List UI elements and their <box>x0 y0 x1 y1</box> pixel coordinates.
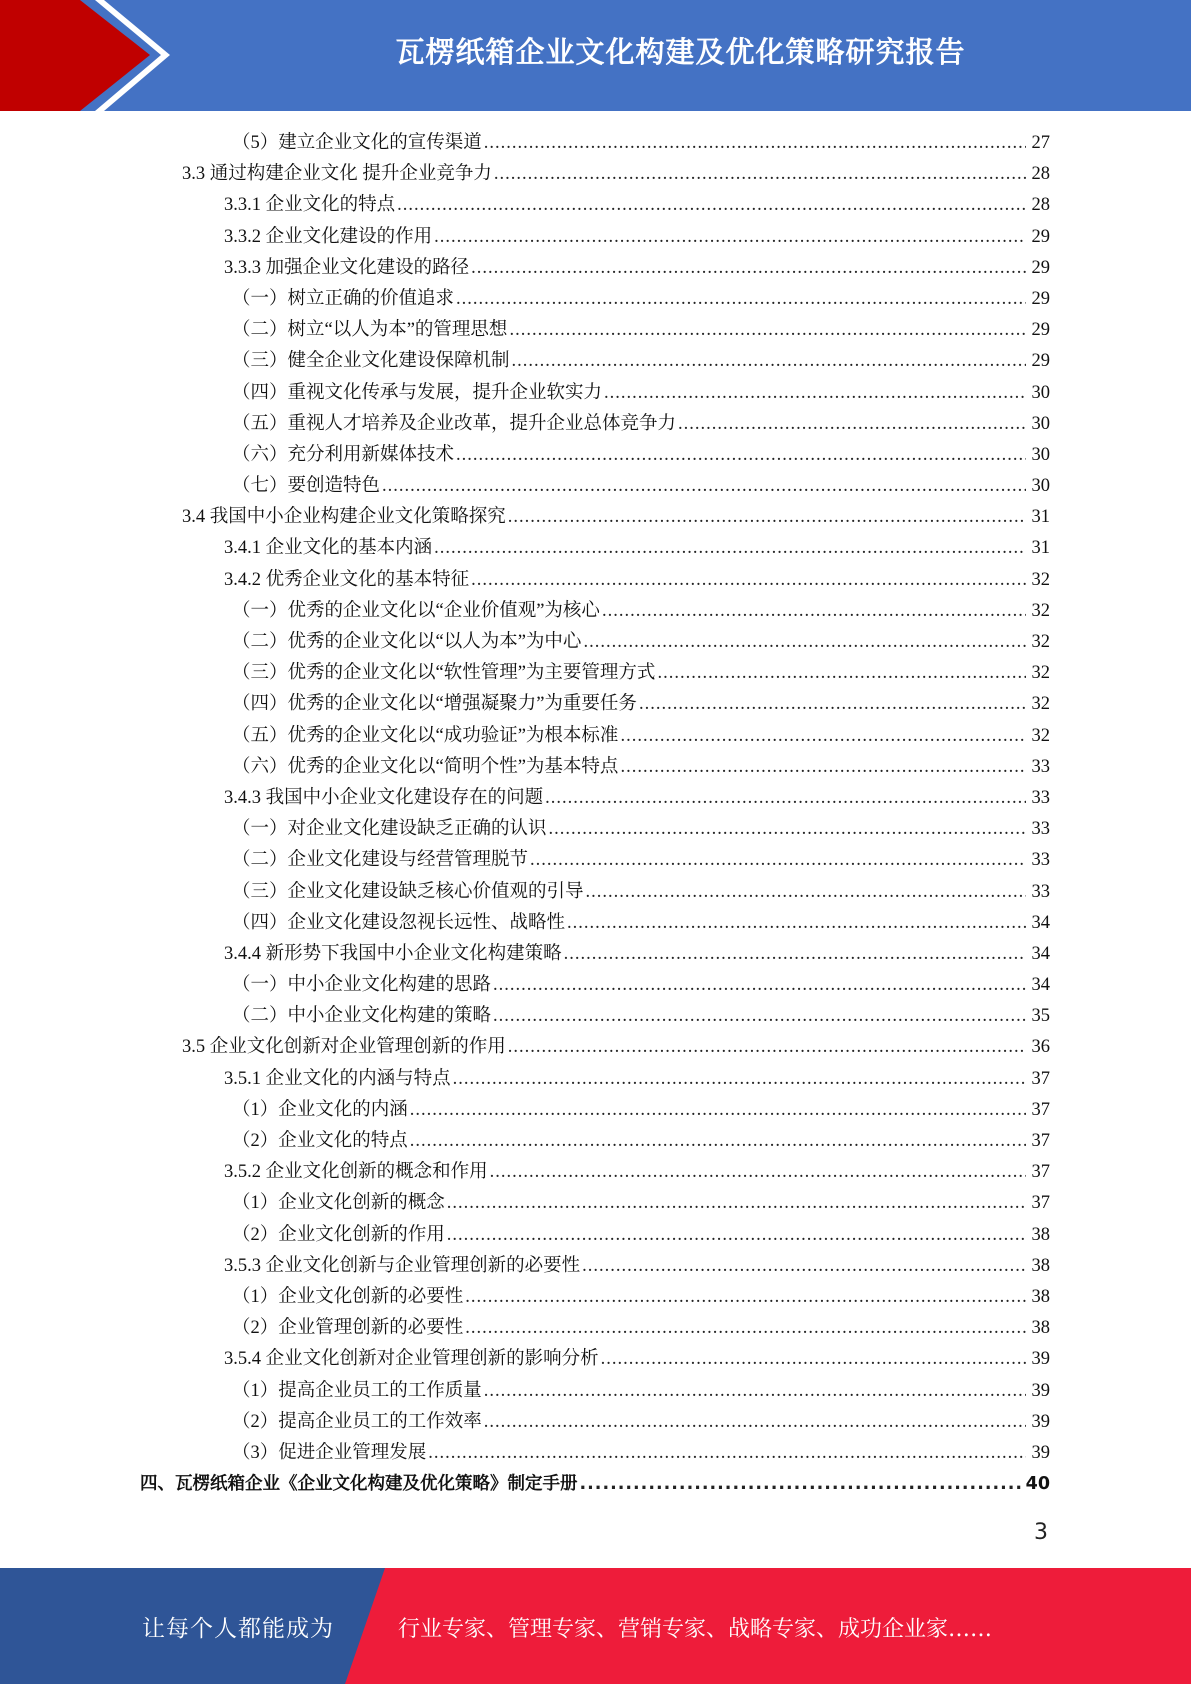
toc-entry-title: （六）优秀的企业文化以“简明个性”为基本特点 <box>232 756 619 777</box>
toc-entry[interactable] <box>140 190 1050 221</box>
toc-dot-leader <box>484 128 1026 159</box>
toc-dot-leader <box>456 440 1026 471</box>
toc-entry[interactable] <box>140 783 1050 814</box>
toc-entry-page: 28 <box>1031 164 1050 185</box>
toc-entry[interactable] <box>140 814 1050 845</box>
toc-entry-title: （一）树立正确的价值追求 <box>232 288 455 309</box>
toc-entry[interactable] <box>140 1376 1050 1407</box>
toc-entry-page: 29 <box>1031 320 1050 341</box>
toc-entry-title: （1）企业文化创新的概念 <box>232 1193 445 1214</box>
toc-dot-leader <box>490 1157 1026 1188</box>
toc-dot-leader <box>508 1032 1026 1063</box>
toc-entry-page: 35 <box>1031 1006 1050 1027</box>
toc-dot-leader <box>494 159 1026 190</box>
toc-entry-title: （2）企业文化的特点 <box>232 1131 408 1151</box>
toc-entry-title: （三）企业文化建设缺乏核心价值观的引导 <box>232 881 584 902</box>
toc-dot-leader <box>453 1064 1026 1095</box>
toc-entry-title: （5）建立企业文化的宣传渠道 <box>232 133 482 153</box>
toc-dot-leader <box>465 1282 1026 1313</box>
toc-entry-title: 3.5.1 企业文化的内涵与特点 <box>224 1068 451 1089</box>
toc-entry-page: 29 <box>1031 257 1050 278</box>
toc-entry[interactable] <box>140 658 1050 689</box>
toc-entry-page: 38 <box>1031 1255 1050 1276</box>
toc-entry-page: 34 <box>1031 943 1050 964</box>
toc-entry[interactable] <box>140 1282 1050 1313</box>
toc-entry-page: 31 <box>1031 507 1050 528</box>
toc-entry-title: （二）中小企业文化构建的策略 <box>232 1006 492 1027</box>
toc-dot-leader <box>583 627 1026 658</box>
toc-dot-leader <box>484 1376 1026 1407</box>
toc-entry-page: 29 <box>1031 351 1050 372</box>
toc-entry-title: （一）中小企业文化构建的思路 <box>232 975 492 996</box>
header-title: 瓦楞纸箱企业文化构建及优化策略研究报告 <box>395 35 966 69</box>
toc-entry-page: 30 <box>1031 413 1050 434</box>
toc-entry-title: 3.4.4 新形势下我国中小企业文化构建策略 <box>224 943 562 964</box>
toc-dot-leader <box>512 346 1026 377</box>
toc-dot-leader <box>604 378 1026 409</box>
footer-slogan-right: 行业专家、管理专家、营销专家、战略专家、成功企业家…… <box>398 1617 993 1642</box>
toc-entry-title: （六）充分利用新媒体技术 <box>232 444 455 465</box>
toc-dot-leader <box>620 721 1026 752</box>
toc-entry[interactable] <box>140 1469 1050 1500</box>
toc-entry-page: 32 <box>1031 632 1050 652</box>
toc-entry-title: 3.3.3 加强企业文化建设的路径 <box>224 257 470 278</box>
toc-dot-leader <box>564 939 1026 970</box>
toc-dot-leader <box>465 1313 1026 1344</box>
toc-dot-leader <box>484 1407 1026 1438</box>
toc-entry-title: （三）优秀的企业文化以“软性管理”为主要管理方式 <box>232 663 656 684</box>
toc-entry[interactable] <box>140 128 1050 159</box>
toc-entry-title: （二）树立“以人为本”的管理思想 <box>232 320 508 341</box>
table-of-contents <box>140 128 1050 1500</box>
toc-entry-page: 40 <box>1025 1474 1050 1495</box>
toc-entry-title: 四、瓦楞纸箱企业《企业文化构建及优化策略》制定手册 <box>140 1474 578 1495</box>
toc-entry[interactable] <box>140 1188 1050 1219</box>
toc-entry-title: （2）提高企业员工的工作效率 <box>232 1411 482 1432</box>
header-red-chevron <box>0 0 150 111</box>
toc-entry-page: 34 <box>1031 912 1050 933</box>
toc-entry-page: 37 <box>1031 1099 1050 1120</box>
toc-entry-page: 38 <box>1031 1318 1050 1339</box>
toc-entry[interactable] <box>140 1313 1050 1344</box>
toc-entry-page: 32 <box>1031 694 1050 715</box>
toc-entry-page: 32 <box>1031 569 1050 590</box>
toc-entry-title: 3.3.2 企业文化建设的作用 <box>224 226 433 247</box>
toc-entry-title: （五）优秀的企业文化以“成功验证”为根本标准 <box>232 725 619 746</box>
toc-dot-leader <box>428 1438 1026 1469</box>
toc-dot-leader <box>545 783 1026 814</box>
toc-entry-page: 33 <box>1031 881 1050 902</box>
toc-entry[interactable] <box>140 908 1050 939</box>
toc-entry[interactable] <box>140 1251 1050 1282</box>
toc-entry[interactable] <box>140 939 1050 970</box>
toc-entry-title: （1）提高企业员工的工作质量 <box>232 1380 482 1401</box>
toc-entry-page: 33 <box>1031 787 1050 808</box>
toc-dot-leader <box>586 877 1026 908</box>
toc-entry-page: 37 <box>1031 1068 1050 1089</box>
toc-entry-title: 3.4.3 我国中小企业文化建设存在的问题 <box>224 787 544 808</box>
toc-entry[interactable] <box>140 1157 1050 1188</box>
toc-dot-leader <box>410 1126 1026 1157</box>
toc-entry-page: 30 <box>1031 444 1050 465</box>
toc-entry-title: （2）企业管理创新的必要性 <box>232 1318 464 1339</box>
toc-dot-leader <box>567 908 1026 939</box>
toc-entry-title: （二）优秀的企业文化以“以人为本”为中心 <box>232 632 582 652</box>
toc-entry-title: （七）要创造特色 <box>232 476 381 497</box>
toc-dot-leader <box>602 596 1026 627</box>
toc-entry-title: 3.4 我国中小企业构建企业文化策略探究 <box>182 507 506 528</box>
toc-entry[interactable] <box>140 502 1050 533</box>
toc-entry[interactable] <box>140 471 1050 502</box>
toc-entry-page: 32 <box>1031 663 1050 684</box>
toc-entry-title: 3.4.1 企业文化的基本内涵 <box>224 538 433 559</box>
toc-dot-leader <box>493 1001 1026 1032</box>
toc-entry[interactable] <box>140 253 1050 284</box>
toc-entry-title: （3）促进企业管理发展 <box>232 1442 427 1463</box>
toc-entry-page: 39 <box>1031 1349 1050 1370</box>
toc-entry-page: 39 <box>1031 1411 1050 1432</box>
toc-dot-leader <box>471 253 1026 284</box>
toc-entry-title: 3.5.4 企业文化创新对企业管理创新的影响分析 <box>224 1349 599 1370</box>
toc-dot-leader <box>493 970 1026 1001</box>
toc-dot-leader <box>471 565 1026 596</box>
toc-entry-title: 3.5.3 企业文化创新与企业管理创新的必要性 <box>224 1255 581 1276</box>
toc-entry-page: 33 <box>1031 850 1050 871</box>
toc-entry[interactable] <box>140 627 1050 658</box>
toc-entry[interactable] <box>140 845 1050 876</box>
toc-entry-page: 31 <box>1031 538 1050 559</box>
toc-entry-page: 27 <box>1031 133 1050 153</box>
toc-entry-title: （2）企业文化创新的作用 <box>232 1224 445 1245</box>
toc-entry-page: 37 <box>1031 1193 1050 1214</box>
toc-entry[interactable] <box>140 222 1050 253</box>
toc-entry-page: 30 <box>1031 382 1050 403</box>
toc-entry[interactable] <box>140 689 1050 720</box>
toc-entry-page: 39 <box>1031 1442 1050 1463</box>
toc-dot-leader <box>447 1188 1026 1219</box>
toc-entry-title: （四）重视文化传承与发展，提升企业软实力 <box>232 382 603 403</box>
toc-entry-title: （二）企业文化建设与经营管理脱节 <box>232 850 529 871</box>
toc-entry-title: 3.5 企业文化创新对企业管理创新的作用 <box>182 1037 506 1058</box>
toc-dot-leader <box>410 1095 1026 1126</box>
toc-entry-title: 3.3 通过构建企业文化 提升企业竞争力 <box>182 164 492 185</box>
toc-entry-page: 32 <box>1031 725 1050 746</box>
toc-entry-page: 37 <box>1031 1131 1050 1151</box>
toc-entry-page: 33 <box>1031 756 1050 777</box>
toc-dot-leader <box>620 752 1026 783</box>
toc-dot-leader <box>530 845 1026 876</box>
toc-entry[interactable] <box>140 565 1050 596</box>
toc-entry[interactable] <box>140 409 1050 440</box>
toc-entry-title: （四）优秀的企业文化以“增强凝聚力”为重要任务 <box>232 694 637 715</box>
toc-entry-page: 37 <box>1031 1162 1050 1183</box>
toc-dot-leader <box>678 409 1026 440</box>
toc-entry-page: 39 <box>1031 1380 1050 1401</box>
toc-entry-page: 38 <box>1031 1286 1050 1307</box>
toc-entry-title: （五）重视人才培养及企业改革，提升企业总体竞争力 <box>232 413 677 434</box>
toc-entry[interactable] <box>140 533 1050 564</box>
toc-entry[interactable] <box>140 346 1050 377</box>
toc-entry-page: 28 <box>1031 195 1050 216</box>
toc-entry-page: 29 <box>1031 288 1050 309</box>
page-header <box>0 0 1191 111</box>
page-footer <box>0 1568 1191 1684</box>
toc-entry[interactable] <box>140 1095 1050 1126</box>
toc-entry[interactable] <box>140 752 1050 783</box>
toc-dot-leader <box>657 658 1026 689</box>
toc-entry[interactable] <box>140 1032 1050 1063</box>
toc-entry[interactable] <box>140 1220 1050 1251</box>
toc-dot-leader <box>601 1344 1026 1375</box>
toc-entry-page: 29 <box>1031 226 1050 247</box>
toc-entry[interactable] <box>140 284 1050 315</box>
toc-dot-leader <box>549 814 1026 845</box>
toc-dot-leader <box>447 1220 1026 1251</box>
toc-entry-page: 30 <box>1031 476 1050 497</box>
toc-entry-page: 38 <box>1031 1224 1050 1245</box>
toc-dot-leader <box>434 533 1026 564</box>
toc-entry[interactable] <box>140 596 1050 627</box>
toc-dot-leader <box>580 1469 1024 1500</box>
toc-entry-page: 33 <box>1031 819 1050 840</box>
toc-entry-title: （1）企业文化创新的必要性 <box>232 1286 464 1307</box>
toc-entry-page: 32 <box>1031 600 1050 621</box>
toc-entry-title: （三）健全企业文化建设保障机制 <box>232 351 510 372</box>
toc-entry[interactable] <box>140 315 1050 346</box>
toc-dot-leader <box>509 315 1026 346</box>
toc-entry-title: （1）企业文化的内涵 <box>232 1099 408 1120</box>
toc-entry[interactable] <box>140 159 1050 190</box>
toc-entry[interactable] <box>140 1438 1050 1469</box>
toc-entry[interactable] <box>140 378 1050 409</box>
toc-entry[interactable] <box>140 1407 1050 1438</box>
toc-dot-leader <box>639 689 1026 720</box>
toc-dot-leader <box>508 502 1026 533</box>
toc-entry[interactable] <box>140 877 1050 908</box>
toc-entry-page: 34 <box>1031 975 1050 996</box>
toc-entry[interactable] <box>140 1344 1050 1375</box>
toc-entry-title: 3.4.2 优秀企业文化的基本特征 <box>224 569 470 590</box>
toc-entry-title: 3.3.1 企业文化的特点 <box>224 195 396 216</box>
toc-entry-title: 3.5.2 企业文化创新的概念和作用 <box>224 1162 488 1183</box>
toc-entry[interactable] <box>140 970 1050 1001</box>
toc-entry-title: （四）企业文化建设忽视长远性、战略性 <box>232 912 566 933</box>
toc-dot-leader <box>434 222 1026 253</box>
toc-entry-title: （一）优秀的企业文化以“企业价值观”为核心 <box>232 600 600 621</box>
toc-dot-leader <box>382 471 1026 502</box>
toc-entry[interactable] <box>140 440 1050 471</box>
toc-entry[interactable] <box>140 721 1050 752</box>
toc-dot-leader <box>456 284 1026 315</box>
footer-slogan-left: 让每个人都能成为 <box>142 1616 334 1642</box>
toc-entry[interactable] <box>140 1126 1050 1157</box>
toc-entry[interactable] <box>140 1064 1050 1095</box>
toc-entry-page: 36 <box>1031 1037 1050 1058</box>
toc-dot-leader <box>582 1251 1026 1282</box>
toc-dot-leader <box>397 190 1026 221</box>
page-number: 3 <box>1034 1520 1048 1545</box>
toc-entry[interactable] <box>140 1001 1050 1032</box>
toc-entry-title: （一）对企业文化建设缺乏正确的认识 <box>232 819 547 840</box>
